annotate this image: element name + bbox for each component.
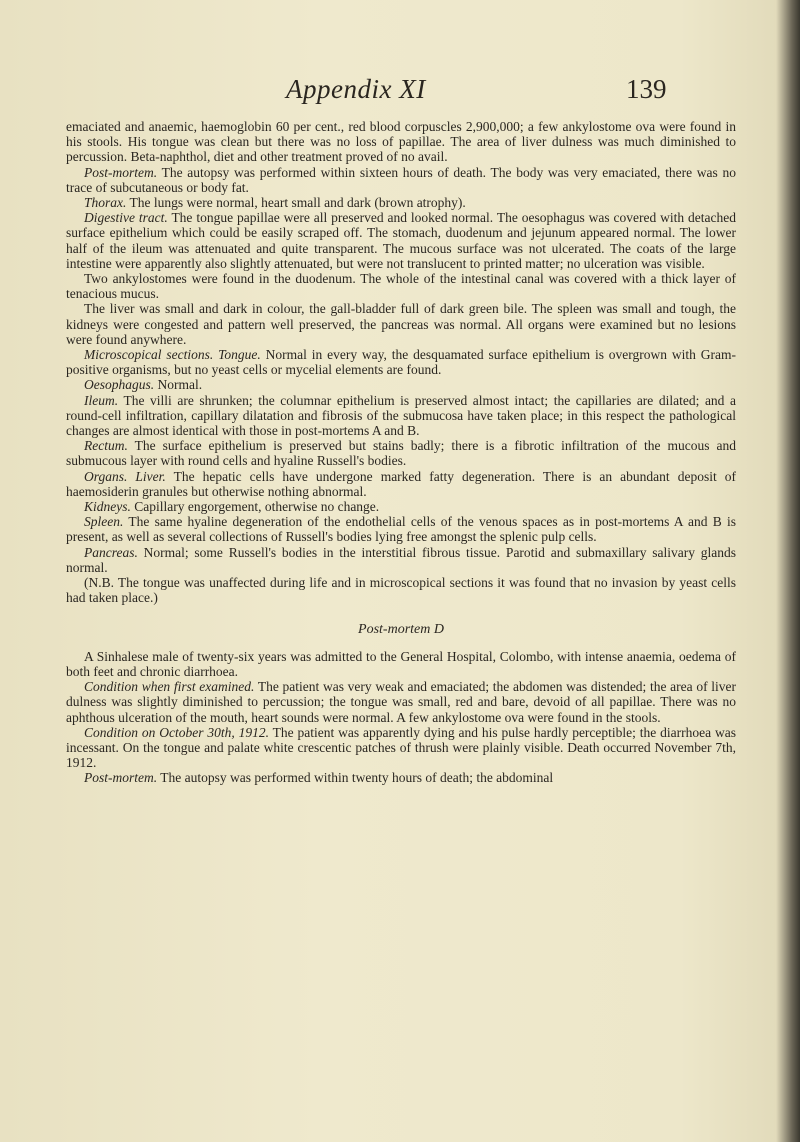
paragraph-text: The patient was very weak and emaciated; the abdomen was distended; the area of liver dulness was slightly diminished to percussion; the tongue was small, red and bare, devoid of all papillae. There was no aphthous ulceration of the mouth, heart sounds were normal. A few ankylostome ova were found in the stools. (66, 679, 736, 725)
paragraph-label: Pancreas. (84, 544, 138, 560)
paragraph (66, 499, 736, 514)
paragraph (66, 195, 736, 210)
paragraph-label: Digestive tract. (84, 210, 168, 226)
paragraph (66, 438, 736, 468)
paragraph-label: Oesophagus. (84, 377, 155, 393)
paragraph (66, 679, 736, 725)
paragraph-text: The hepatic cells have undergone marked fatty degeneration. There is an abundant deposit of haemosiderin granules but otherwise nothing abnormal. (66, 468, 736, 499)
paragraph-label: Ileum. (84, 392, 119, 408)
paragraph-text: The liver was small and dark in colour, the gall-bladder full of dark green bile. The spleen was small and tough, the kidneys were congested and pattern well preserved, the pancreas was normal. All organs were examined but no lesions were found anywhere. (66, 301, 736, 347)
paragraph-label: Microscopical sections. Tongue. (84, 347, 261, 363)
running-title: Appendix XI (286, 74, 426, 104)
paragraph (66, 514, 736, 544)
page-header (0, 74, 800, 114)
paragraph-text: The villi are shrunken; the columnar epithelium is preserved almost intact; the capillaries are dilated; and a round-cell infiltration, capillary dilatation and fibrosis of the submucosa have taken place; in this respect the pathological changes are almost identical with those in post-mortems A and B. (66, 392, 737, 439)
paragraph (66, 770, 736, 785)
paragraph (66, 575, 736, 605)
paragraph-text: The autopsy was performed within twenty hours of death; the abdominal (160, 770, 554, 786)
paragraph (66, 649, 736, 679)
paragraph-text: Capillary engorgement, otherwise no change. (134, 499, 380, 515)
paragraph-label: Condition when first examined. (84, 679, 255, 695)
paragraph-text: The same hyaline degeneration of the endothelial cells of the venous spaces as in post-mortems A and B is present, as well as several collections of Russell's bodies lying free amongst the splenic pulp cells. (66, 514, 736, 545)
paragraph (66, 165, 736, 195)
paragraph-text: Normal in every way, the desquamated surface epithelium is overgrown with Gram-positive organisms, but no yeast cells or mycelial elements are found. (66, 347, 737, 378)
paragraph (66, 271, 736, 301)
page-number: 139 (626, 74, 667, 104)
paragraph-label: Thorax. (84, 195, 127, 211)
paragraph-text: (N.B. The tongue was unaffected during life and in microscopical sections it was found that no invasion by yeast cells had taken place.) (66, 575, 736, 606)
paragraph-label: Organs. Liver. (84, 468, 166, 484)
paragraph-label: Post-mortem. (84, 164, 158, 180)
paragraph-text: The lungs were normal, heart small and dark (brown atrophy). (129, 195, 466, 211)
section-title: Post-mortem D (358, 621, 444, 637)
paragraph-label: Kidneys. (84, 499, 131, 515)
post-mortem-c-continuation (66, 119, 736, 606)
paragraph-text: emaciated and anaemic, haemoglobin 60 per cent., red blood corpuscles 2,900,000; a few ankylostome ova were found in his stools. His tongue was clean but there was no loss of papillae. The area of liver dulness was much diminished to percussion. Beta-naphthol, diet and other treatment proved of no avail. (66, 119, 736, 165)
paragraph (66, 377, 736, 392)
paragraph-label: Spleen. (84, 514, 124, 530)
paragraph-label: Post-mortem. (84, 770, 158, 786)
paragraph-text: The patient was apparently dying and his pulse hardly perceptible; the diarrhoea was incessant. On the tongue and palate white crescentic patches of thrush were plainly visible. Death occurred November 7th, 1912. (66, 724, 736, 771)
paragraph (66, 347, 736, 377)
paragraph-text: The autopsy was performed within sixteen hours of death. The body was very emaciated, there was no trace of subcutaneous or body fat. (66, 164, 736, 195)
paragraph-text: A Sinhalese male of twenty-six years was admitted to the General Hospital, Colombo, with intense anaemia, oedema of both feet and chronic diarrhoea. (66, 648, 736, 679)
paragraph-label: Rectum. (84, 438, 128, 454)
body-text (66, 119, 736, 786)
paragraph-text: Normal. (157, 377, 203, 393)
paragraph (66, 469, 736, 499)
paragraph-text: Normal; some Russell's bodies in the interstitial fibrous tissue. Parotid and submaxillary salivary glands normal. (66, 544, 737, 575)
paragraph (66, 393, 736, 439)
paragraph (66, 119, 736, 165)
paragraph (66, 545, 736, 575)
paragraph-text: Two ankylostomes were found in the duodenum. The whole of the intestinal canal was covered with a thick layer of tenacious mucus. (66, 271, 736, 302)
paragraph (66, 210, 736, 271)
paragraph (66, 725, 736, 771)
paragraph-text: The surface epithelium is preserved but stains badly; there is a fibrotic infiltration of the mucous and submucous layer with round cells and hyaline Russell's bodies. (66, 438, 736, 469)
paragraph (66, 301, 736, 347)
paragraph-label: Condition on October 30th, 1912. (84, 724, 269, 740)
post-mortem-d-section (66, 649, 736, 786)
paragraph-text: The tongue papillae were all preserved and looked normal. The oesophagus was covered with detached surface epithelium which could be easily scraped off. The stomach, duodenum and jejunum appeared normal. The lower half of the ileum was attenuated and quite transparent. The mucous surface was not ulcerated. The coats of the large intestine were apparently also slightly attenuated, but were not translucent to printed matter; no ulceration was visible. (66, 210, 737, 271)
